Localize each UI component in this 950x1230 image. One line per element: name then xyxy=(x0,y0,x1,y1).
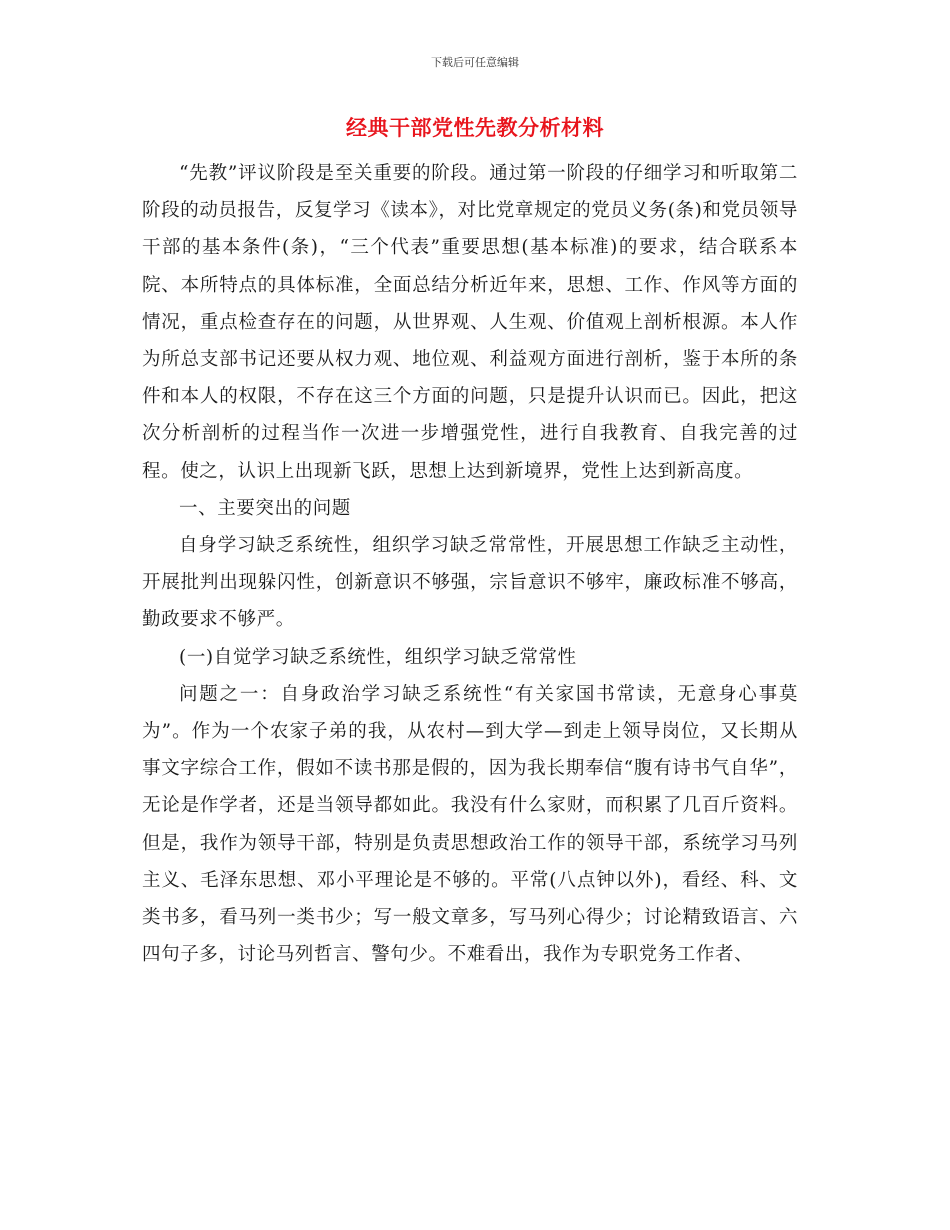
paragraph-problems-summary: 自身学习缺乏系统性，组织学习缺乏常常性，开展思想工作缺乏主动性，开展批判出现躲闪性，创新意识不够强，宗旨意识不够牢，廉政标准不够高，勤政要求不够严。 xyxy=(142,535,798,631)
document-title: 经典干部党性先教分析材料 xyxy=(346,116,604,140)
subsection-heading-1: (一)自觉学习缺乏系统性，组织学习缺乏常常性 xyxy=(179,646,577,668)
paragraph-problem-one: 问题之一：自身政治学习缺乏系统性“有关家国书常读，无意身心事莫为”。作为一个农家子弟的我，从农村—到大学—到走上领导岗位，又长期从事文字综合工作，假如不读书那是假的，因为我长期奉信“腹有诗书气自华”，无论是作学者，还是当领导都如此。我没有什么家财，而积累了几百斤资料。但是，我作为领导干部，特别是负责思想政治工作的领导干部，系统学习马列主义、毛泽东思想、邓小平理论是不够的。平常(八点钟以外)，看经、科、文类书多，看马列一类书少；写一般文章多，写马列心得少；讨论精致语言、六四句子多，讨论马列哲言、警句少。不难看出，我作为专职党务工作者、 xyxy=(142,683,798,966)
section-heading-main-problems: 一、主要突出的问题 xyxy=(179,497,351,519)
document-body xyxy=(142,155,798,973)
header-note: 下载后可任意编辑 xyxy=(431,56,519,69)
paragraph-intro: “先教”评议阶段是至关重要的阶段。通过第一阶段的仔细学习和听取第二阶段的动员报告，反复学习《读本》，对比党章规定的党员义务(条)和党员领导干部的基本条件(条)，“三个代表”重要思想(基本标准)的要求，结合联系本院、本所特点的具体标准，全面总结分析近年来，思想、工作、作风等方面的情况，重点检查存在的问题，从世界观、人生观、价值观上剖析根源。本人作为所总支部书记还要从权力观、地位观、利益观方面进行剖析，鉴于本所的条件和本人的权限，不存在这三个方面的问题，只是提升认识而已。因此，把这次分析剖析的过程当作一次进一步增强党性，进行自我教育、自我完善的过程。使之，认识上出现新飞跃，思想上达到新境界，党性上达到新高度。 xyxy=(142,163,798,482)
